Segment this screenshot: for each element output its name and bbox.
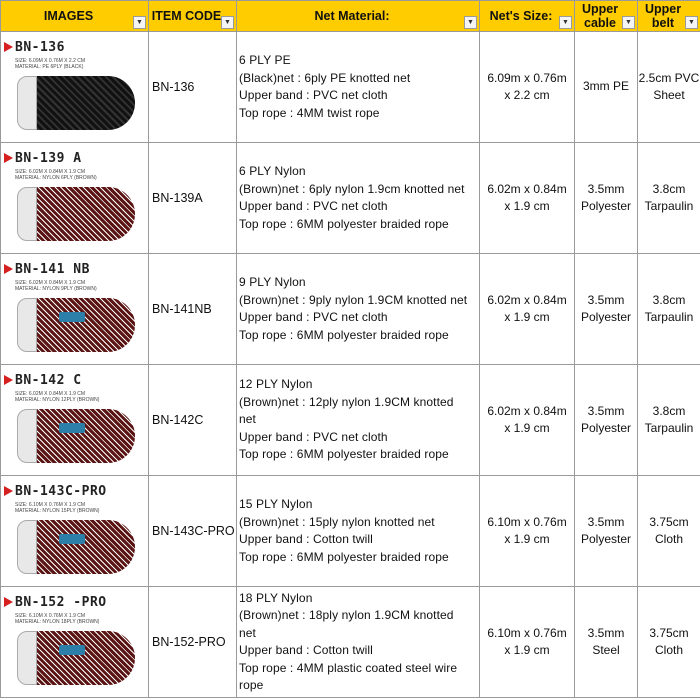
image-spec-line: SIZE: 6.10M X 0.76M X 1.9 CM	[15, 613, 86, 619]
label-tag-graphic	[59, 312, 85, 322]
net-product-image	[1, 254, 149, 364]
image-spec-text	[15, 613, 99, 625]
upper-cable-cell-line: 3mm PE	[582, 79, 629, 94]
upper-belt-cell-line: 3.75cm	[649, 625, 689, 640]
net-size-cell-line: 6.02m x 0.84m	[487, 403, 567, 418]
image-spec-text	[15, 58, 85, 70]
product-image-cell	[1, 365, 149, 476]
image-spec-line: MATERIAL: NYLON 6PLY (BROWN)	[15, 175, 97, 181]
material-line: (Brown)net : 12ply nylon 1.9CM knotted	[239, 394, 454, 409]
material-line: 6 PLY Nylon	[239, 164, 306, 178]
upper-belt-cell-line: Cloth	[654, 532, 683, 546]
net-material-cell	[237, 476, 480, 587]
filter-dropdown-icon[interactable]: ▼	[464, 16, 477, 29]
filter-dropdown-icon[interactable]: ▼	[622, 16, 635, 29]
image-spec-line: SIZE: 6.02M X 0.84M X 1.9 CM	[15, 169, 86, 175]
upper-belt-cell-line: Cloth	[654, 643, 683, 657]
header-net-material-label: Net Material:	[314, 9, 390, 23]
material-line: rope	[239, 678, 264, 692]
item-code-cell: BN-142C	[149, 365, 237, 476]
material-line: Upper band : PVC net cloth	[239, 88, 388, 102]
net-band-graphic	[17, 520, 37, 574]
table-row	[1, 476, 700, 587]
header-net-material	[237, 1, 480, 32]
item-code-cell: BN-152-PRO	[149, 587, 237, 698]
image-spec-text	[15, 502, 99, 514]
filter-dropdown-icon[interactable]: ▼	[133, 16, 146, 29]
image-spec-line: SIZE: 6.02M X 0.84M X 1.9 CM	[15, 280, 86, 286]
header-upper-cable	[575, 1, 638, 32]
upper-belt-cell-line: Sheet	[653, 88, 685, 102]
material-line: (Brown)net : 9ply nylon 1.9CM knotted net	[239, 292, 468, 307]
material-line: (Black)net : 6ply PE knotted net	[239, 70, 411, 85]
product-image-cell	[1, 32, 149, 143]
label-tag-graphic	[59, 645, 85, 655]
material-line: Top rope : 6MM polyester braided rope	[239, 327, 449, 342]
upper-belt-cell-line: 3.8cm	[652, 181, 686, 196]
image-spec-line: SIZE: 6.02M X 0.84M X 1.9 CM	[15, 391, 86, 397]
upper-belt-cell-line: 2.5cm PVC	[638, 70, 700, 85]
material-line: (Brown)net : 18ply nylon 1.9CM knotted	[239, 608, 454, 622]
net-material-cell	[237, 32, 480, 143]
image-model-label: BN-152 -PRO	[15, 595, 107, 610]
net-band-graphic	[17, 187, 37, 241]
image-spec-line: SIZE: 6.09M X 0.76M X 2.2 CM	[15, 58, 86, 64]
upper-cable-cell	[575, 254, 638, 365]
image-spec-line: MATERIAL: NYLON 9PLY (BROWN)	[15, 286, 97, 292]
net-product-image	[1, 365, 149, 475]
net-size-cell-line: 6.10m x 0.76m	[487, 625, 567, 640]
upper-cable-cell-line: 3.5mm	[587, 514, 625, 529]
net-size-cell-line: 6.10m x 0.76m	[487, 514, 567, 529]
upper-cable-cell-line: 3.5mm	[587, 625, 625, 640]
net-band-graphic	[17, 409, 37, 463]
red-arrow-icon	[4, 264, 13, 274]
item-code-cell: BN-139A	[149, 143, 237, 254]
material-line: 15 PLY Nylon	[239, 497, 313, 511]
upper-belt-cell	[638, 476, 700, 587]
image-spec-line: MATERIAL: NYLON 12PLY (BROWN)	[15, 397, 100, 403]
upper-cable-cell-line: Steel	[592, 643, 620, 657]
image-model-label: BN-143C-PRO	[15, 484, 107, 499]
upper-belt-cell	[638, 365, 700, 476]
upper-cable-cell-line: 3.5mm	[587, 181, 625, 196]
material-line: Upper band : PVC net cloth	[239, 429, 388, 444]
filter-dropdown-icon[interactable]: ▼	[685, 16, 698, 29]
upper-cable-cell-line: 3.5mm	[587, 403, 625, 418]
upper-cable-cell-line: Polyester	[580, 421, 632, 435]
upper-cable-cell	[575, 32, 638, 143]
material-line: Upper band : PVC net cloth	[239, 310, 388, 324]
header-upper-belt-label: Upper belt	[644, 2, 682, 30]
upper-belt-cell-line: 3.8cm	[652, 403, 686, 418]
table-body	[1, 32, 700, 698]
material-line: net	[239, 412, 256, 427]
upper-belt-cell-line: Tarpaulin	[644, 199, 694, 213]
net-product-image	[1, 32, 149, 142]
net-band-graphic	[17, 298, 37, 352]
red-arrow-icon	[4, 42, 13, 52]
label-tag-graphic	[59, 423, 85, 433]
red-arrow-icon	[4, 375, 13, 385]
material-line: 6 PLY PE	[239, 53, 291, 67]
material-line: Top rope : 6MM polyester braided rope	[239, 216, 449, 231]
net-material-cell	[237, 254, 480, 365]
product-image-cell	[1, 587, 149, 698]
upper-cable-cell-line: 3.5mm	[587, 292, 625, 307]
image-spec-text	[15, 169, 97, 181]
image-model-label: BN-142 C	[15, 373, 82, 388]
upper-belt-cell-line: Tarpaulin	[644, 421, 694, 435]
net-product-image	[1, 587, 149, 697]
upper-cable-cell-line: Polyester	[580, 199, 632, 213]
image-spec-text	[15, 391, 99, 403]
image-spec-line: MATERIAL: NYLON 18PLY (BROWN)	[15, 619, 100, 625]
upper-cable-cell-line: Polyester	[580, 310, 632, 324]
net-size-cell	[480, 32, 575, 143]
table-row	[1, 32, 700, 143]
header-upper-cable-label: Upper cable	[581, 2, 619, 30]
red-arrow-icon	[4, 153, 13, 163]
net-size-cell-line: x 1.9 cm	[504, 532, 550, 546]
image-model-label: BN-141 NB	[15, 262, 90, 277]
net-size-cell-line: x 2.2 cm	[504, 88, 550, 102]
header-row	[1, 1, 700, 32]
net-band-graphic	[17, 631, 37, 685]
net-product-image	[1, 143, 149, 253]
upper-belt-cell-line: Tarpaulin	[644, 310, 694, 324]
table-row	[1, 254, 700, 365]
upper-belt-cell	[638, 254, 700, 365]
header-net-size	[480, 1, 575, 32]
upper-cable-cell	[575, 365, 638, 476]
product-image-cell	[1, 143, 149, 254]
filter-dropdown-icon[interactable]: ▼	[559, 16, 572, 29]
upper-belt-cell	[638, 143, 700, 254]
material-line: Top rope : 6MM polyester braided rope	[239, 549, 449, 564]
net-size-cell-line: 6.02m x 0.84m	[487, 181, 567, 196]
red-arrow-icon	[4, 486, 13, 496]
net-size-cell	[480, 254, 575, 365]
material-line: Top rope : 4MM twist rope	[239, 105, 380, 120]
upper-cable-cell-line: Polyester	[580, 532, 632, 546]
header-images	[1, 1, 149, 32]
red-arrow-icon	[4, 597, 13, 607]
material-line: 18 PLY Nylon	[239, 590, 313, 605]
image-spec-line: MATERIAL: PE 6PLY (BLACK)	[15, 64, 84, 70]
image-spec-line: SIZE: 6.10M X 0.76M X 1.9 CM	[15, 502, 86, 508]
header-upper-belt	[638, 1, 700, 32]
header-images-label: IMAGES	[43, 9, 94, 23]
header-net-size-label: Net's Size:	[489, 9, 553, 23]
item-code-cell: BN-141NB	[149, 254, 237, 365]
material-line: Top rope : 6MM polyester braided rope	[239, 447, 449, 462]
header-item-code	[149, 1, 237, 32]
image-spec-text	[15, 280, 97, 292]
table-row	[1, 365, 700, 476]
material-line: Upper band : Cotton twill	[239, 532, 373, 546]
net-band-graphic	[17, 76, 37, 130]
upper-belt-cell	[638, 32, 700, 143]
net-size-cell-line: x 1.9 cm	[504, 199, 550, 213]
item-code-cell: BN-143C-PRO	[149, 476, 237, 587]
net-product-image	[1, 476, 149, 586]
upper-belt-cell-line: 3.75cm	[649, 514, 689, 529]
upper-cable-cell	[575, 143, 638, 254]
image-model-label: BN-136	[15, 40, 65, 55]
net-size-cell-line: 6.02m x 0.84m	[487, 292, 567, 307]
material-line: (Brown)net : 6ply nylon 1.9cm knotted net	[239, 181, 465, 196]
net-size-cell	[480, 143, 575, 254]
net-size-cell-line: x 1.9 cm	[504, 421, 550, 435]
net-size-cell-line: x 1.9 cm	[504, 643, 550, 657]
label-tag-graphic	[59, 534, 85, 544]
net-material-cell	[237, 587, 480, 698]
upper-cable-cell	[575, 476, 638, 587]
net-size-cell	[480, 587, 575, 698]
material-line: Upper band : PVC net cloth	[239, 199, 388, 213]
upper-cable-cell	[575, 587, 638, 698]
image-model-label: BN-139 A	[15, 151, 82, 166]
upper-belt-cell	[638, 587, 700, 698]
filter-dropdown-icon[interactable]: ▼	[221, 16, 234, 29]
material-line: (Brown)net : 15ply nylon knotted net	[239, 514, 435, 529]
product-image-cell	[1, 476, 149, 587]
net-size-cell	[480, 365, 575, 476]
item-code-cell: BN-136	[149, 32, 237, 143]
material-line: Upper band : Cotton twill	[239, 643, 373, 657]
material-line: 12 PLY Nylon	[239, 377, 313, 392]
table-row	[1, 587, 700, 698]
material-line: 9 PLY Nylon	[239, 275, 306, 289]
product-image-cell	[1, 254, 149, 365]
net-size-cell-line: 6.09m x 0.76m	[487, 70, 567, 85]
material-line: Top rope : 4MM plastic coated steel wire	[239, 660, 458, 675]
header-item-code-label: ITEM CODE	[151, 9, 222, 23]
net-material-cell	[237, 365, 480, 476]
upper-belt-cell-line: 3.8cm	[652, 292, 686, 307]
table-row	[1, 143, 700, 254]
net-size-cell	[480, 476, 575, 587]
material-line: net	[239, 625, 256, 640]
net-material-cell	[237, 143, 480, 254]
net-size-cell-line: x 1.9 cm	[504, 310, 550, 324]
image-spec-line: MATERIAL: NYLON 15PLY (BROWN)	[15, 508, 100, 514]
